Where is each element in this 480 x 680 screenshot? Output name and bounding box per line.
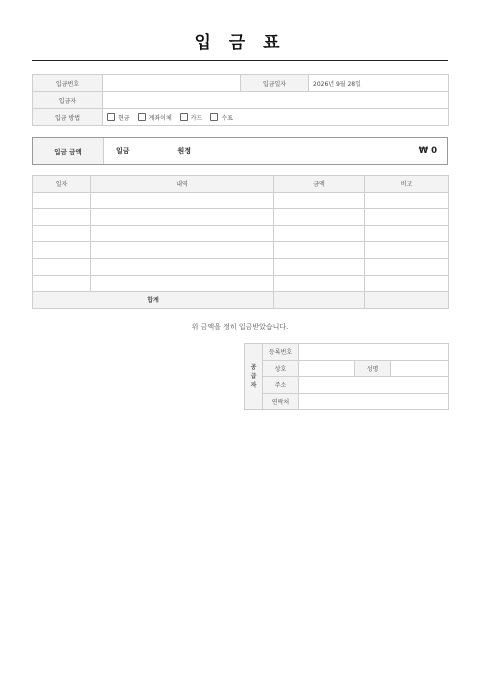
- cell-amount[interactable]: [274, 225, 365, 242]
- depositor-row: [33, 92, 449, 109]
- items-header-row: [33, 176, 449, 193]
- supplier-table: [244, 343, 449, 410]
- table-row: [33, 258, 449, 275]
- cell-note[interactable]: [365, 192, 449, 209]
- cell-date[interactable]: [33, 225, 91, 242]
- name-label: 성명: [355, 360, 391, 377]
- cell-description[interactable]: [91, 275, 274, 292]
- column-header-description: 내역: [91, 176, 274, 193]
- amount-text-suffix: 원정: [177, 147, 192, 155]
- method-option-check[interactable]: [210, 113, 233, 122]
- column-header-date: 일자: [33, 176, 91, 193]
- confirmation-text: 위 금액을 정히 입금받았습니다.: [191, 323, 289, 331]
- supplier-company-row: [245, 360, 449, 377]
- cell-amount[interactable]: [274, 192, 365, 209]
- company-field[interactable]: [299, 360, 355, 377]
- document-title: 입 금 표: [194, 33, 286, 53]
- column-header-note: 비고: [365, 176, 449, 193]
- method-options: [103, 109, 449, 126]
- name-field[interactable]: [391, 360, 449, 377]
- table-row: [33, 225, 449, 242]
- amount-value: ₩ 0: [418, 146, 437, 156]
- method-option-label: 수표: [221, 114, 233, 122]
- cell-description[interactable]: [91, 209, 274, 226]
- method-option-card[interactable]: [180, 113, 203, 122]
- cell-amount[interactable]: [274, 275, 365, 292]
- amount-text-prefix: 일금: [116, 147, 130, 155]
- checkbox[interactable]: [210, 113, 218, 121]
- checkbox[interactable]: [138, 113, 146, 121]
- checkbox[interactable]: [107, 113, 115, 121]
- table-row: [33, 242, 449, 259]
- date-field[interactable]: 2026년 9월 28일: [309, 75, 449, 92]
- items-table: [32, 175, 449, 309]
- cell-amount[interactable]: [274, 242, 365, 259]
- supplier-contact-row: [245, 393, 449, 410]
- cell-note[interactable]: [365, 258, 449, 275]
- contact-field[interactable]: [299, 393, 449, 410]
- amount-box: [32, 137, 448, 165]
- cell-date[interactable]: [33, 258, 91, 275]
- cell-note[interactable]: [365, 225, 449, 242]
- method-option-label: 카드: [190, 114, 203, 122]
- method-label: 입금 방법: [33, 109, 103, 126]
- reg-number-field[interactable]: [299, 344, 449, 361]
- cell-amount[interactable]: [274, 209, 365, 226]
- cell-description[interactable]: [91, 225, 274, 242]
- supplier-reg-row: [245, 344, 449, 361]
- table-row: [33, 209, 449, 226]
- cell-note[interactable]: [365, 242, 449, 259]
- supplier-section-char: 급: [250, 373, 257, 380]
- cell-note[interactable]: [365, 275, 449, 292]
- title-divider: [32, 60, 448, 61]
- reg-number-label: 등록번호: [263, 344, 299, 361]
- total-amount[interactable]: [274, 292, 365, 309]
- cell-date[interactable]: [33, 192, 91, 209]
- date-label: 입금일자: [241, 75, 309, 92]
- cell-date[interactable]: [33, 275, 91, 292]
- total-row: [33, 292, 449, 309]
- address-label: 주소: [263, 377, 299, 394]
- address-field[interactable]: [299, 377, 449, 394]
- contact-label: 연락처: [263, 393, 299, 410]
- number-label: 입금번호: [33, 75, 103, 92]
- total-note[interactable]: [365, 292, 449, 309]
- method-option-label: 현금: [118, 114, 130, 122]
- column-header-amount: 금액: [274, 176, 365, 193]
- cell-description[interactable]: [91, 242, 274, 259]
- depositor-label: 입금자: [33, 92, 103, 109]
- number-field[interactable]: [103, 75, 241, 92]
- cell-amount[interactable]: [274, 258, 365, 275]
- depositor-field[interactable]: [103, 92, 449, 109]
- method-option-transfer[interactable]: [138, 113, 172, 122]
- supplier-address-row: [245, 377, 449, 394]
- cell-description[interactable]: [91, 192, 274, 209]
- supplier-section-char: 공: [250, 364, 257, 371]
- cell-note[interactable]: [365, 209, 449, 226]
- number-row: [33, 75, 449, 92]
- cell-description[interactable]: [91, 258, 274, 275]
- supplier-section-label: [245, 344, 263, 410]
- cell-date[interactable]: [33, 242, 91, 259]
- method-option-label: 계좌이체: [148, 114, 172, 122]
- total-label: 합계: [33, 292, 274, 309]
- amount-label: 입금 금액: [33, 138, 104, 164]
- method-row: [33, 109, 449, 126]
- method-option-cash[interactable]: [107, 113, 130, 122]
- company-label: 상호: [263, 360, 299, 377]
- supplier-section-char: 자: [250, 382, 257, 389]
- checkbox[interactable]: [180, 113, 188, 121]
- table-row: [33, 192, 449, 209]
- info-table: [32, 74, 449, 126]
- table-row: [33, 275, 449, 292]
- cell-date[interactable]: [33, 209, 91, 226]
